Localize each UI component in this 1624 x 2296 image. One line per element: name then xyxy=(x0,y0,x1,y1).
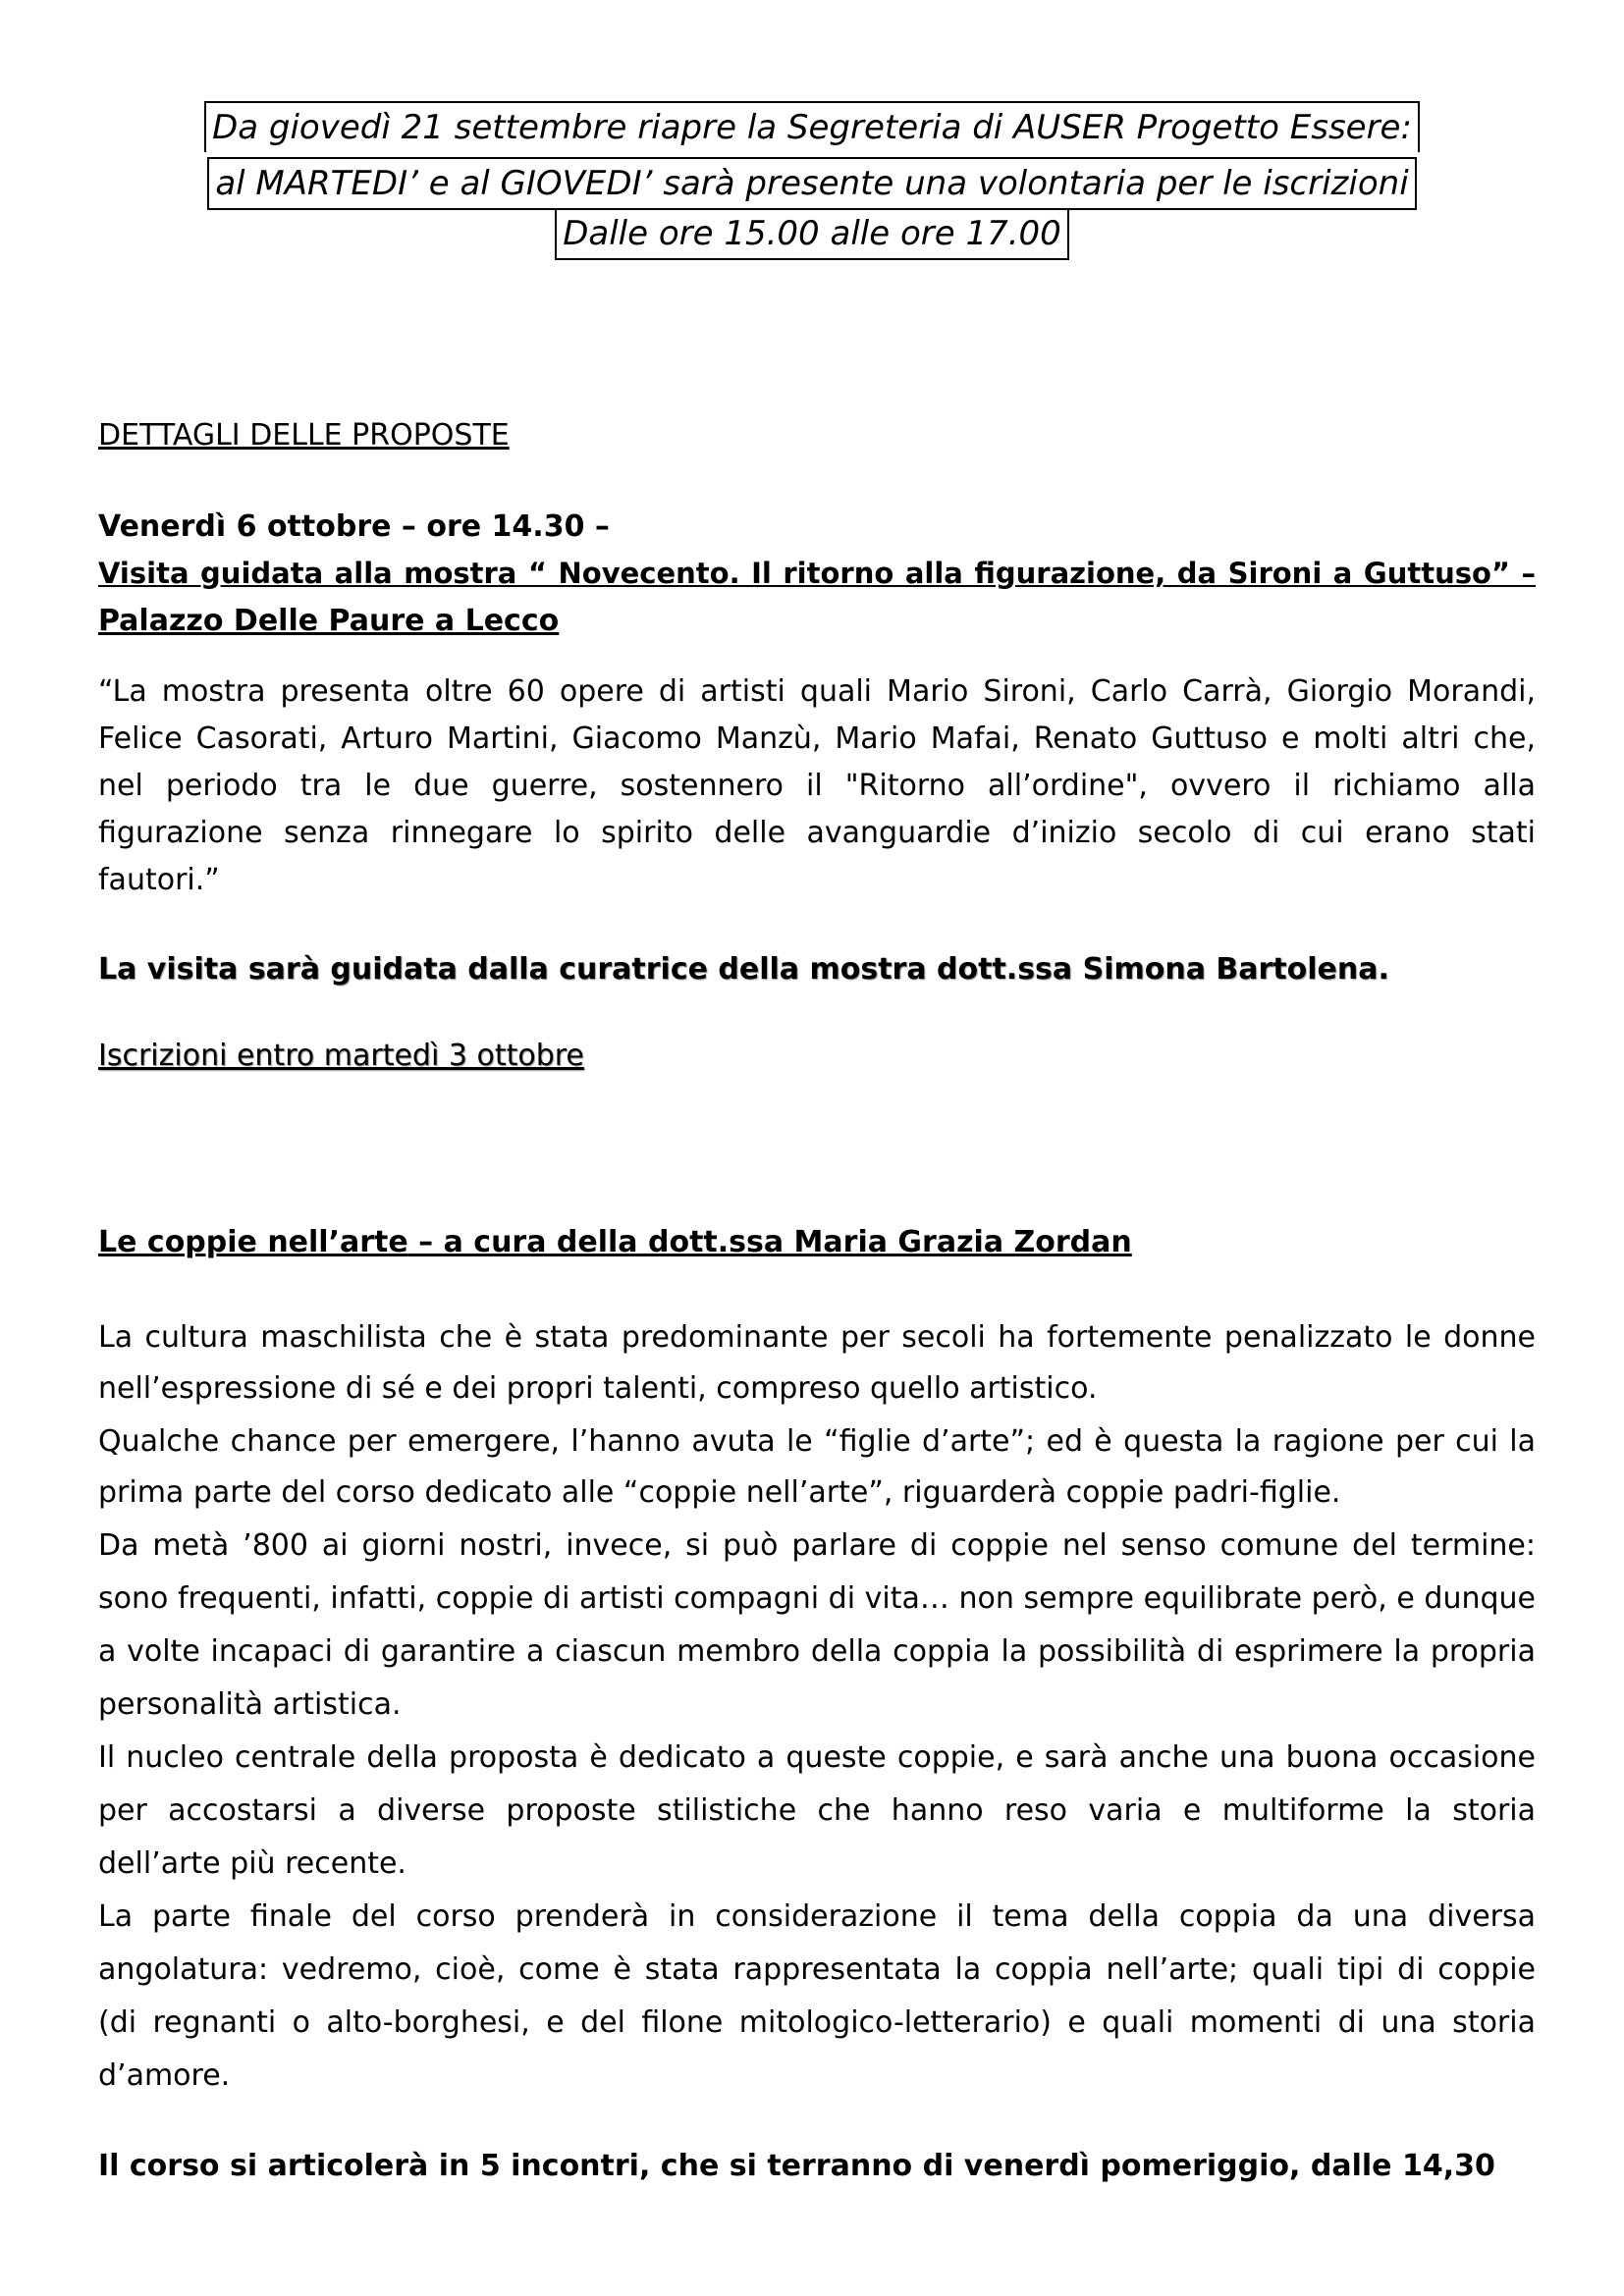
event1-date: Venerdì 6 ottobre – ore 14.30 – xyxy=(98,509,610,544)
event2-title-part1: Le coppie nell’arte xyxy=(98,1225,408,1259)
event1-guide: La visita sarà guidata dalla curatrice della mostra dott.ssa Simona Bartolena. xyxy=(98,952,1389,987)
event2-p3-line4: personalità artistica. xyxy=(98,1687,402,1722)
event2-p2-line1: Qualche chance per emergere, l’hanno avuta le “figlie d’arte”; ed è questa la ragione per cui la xyxy=(98,1424,1536,1459)
event1-desc-line3: nel periodo tra le due guerre, sostennero il "Ritorno all’ordine", ovvero il richiamo alla xyxy=(98,769,1536,803)
event2-p1-line1: La cultura maschilista che è stata predominante per secoli ha fortemente penalizzato le donne xyxy=(98,1320,1536,1355)
event2-p5-line3: (di regnanti o alto-borghesi, e del filone mitologico-letterario) e quali momenti di una storia xyxy=(98,2005,1536,2040)
event1-desc-line4: figurazione senza rinnegare lo spirito delle avanguardie d’inizio secolo di cui erano stati xyxy=(98,816,1536,850)
event1-desc-line5: fautori.” xyxy=(98,863,220,897)
event2-p1-line2: nell’espressione di sé e dei propri talenti, compreso quello artistico. xyxy=(98,1371,1098,1406)
notice-line-3: Dalle ore 15.00 alle ore 17.00 xyxy=(0,209,1624,260)
notice-line-1: Da giovedì 21 settembre riapre la Segreteria di AUSER Progetto Essere: xyxy=(0,101,1624,152)
event1-title-line1: Visita guidata alla mostra “ Novecento. Il ritorno alla figurazione, da Sironi a Guttuso” – xyxy=(98,557,1536,590)
event2-p2-line2: prima parte del corso dedicato alle “coppie nell’arte”, riguarderà coppie padri-figlie. xyxy=(98,1475,1341,1510)
event2-schedule: Il corso si articolerà in 5 incontri, che si terranno di venerdì pomeriggio, dalle 14,30 xyxy=(98,2149,1495,2183)
notice-line-2: al MARTEDI’ e al GIOVEDI’ sarà presente una volontaria per le iscrizioni xyxy=(0,157,1624,210)
event1-deadline: Iscrizioni entro martedì 3 ottobre xyxy=(98,1039,584,1073)
event1-desc-line1: “La mostra presenta oltre 60 opere di artisti quali Mario Sironi, Carlo Carrà, Giorgio Morandi, xyxy=(98,674,1536,709)
section-title: DETTAGLI DELLE PROPOSTE xyxy=(98,418,510,453)
event1-title-line2: Palazzo Delle Paure a Lecco xyxy=(98,604,560,638)
event2-p5-line4: d’amore. xyxy=(98,2058,231,2093)
event2-title xyxy=(98,1225,1132,1259)
event2-p3-line1: Da metà ’800 ai giorni nostri, invece, si può parlare di coppie nel senso comune del termine: xyxy=(98,1528,1536,1563)
event2-p3-line2: sono frequenti, infatti, coppie di artisti compagni di vita… non sempre equilibrate però, e dunque xyxy=(98,1581,1536,1616)
event2-p4-line1: Il nucleo centrale della proposta è dedicato a queste coppie, e sarà anche una buona occasione xyxy=(98,1740,1536,1775)
event2-p4-line2: per accostarsi a diverse proposte stilistiche che hanno reso varia e multiforme la storia xyxy=(98,1793,1536,1828)
event1-desc-line2: Felice Casorati, Arturo Martini, Giacomo Manzù, Mario Mafai, Renato Guttuso e molti altri che, xyxy=(98,721,1536,756)
event2-p4-line3: dell’arte più recente. xyxy=(98,1846,406,1881)
event2-p5-line2: angolatura: vedremo, cioè, come è stata rappresentata la coppia nell’arte; quali tipi di coppie xyxy=(98,1952,1536,1987)
event2-p3-line3: a volte incapaci di garantire a ciascun membro della coppia la possibilità di esprimere la propria xyxy=(98,1634,1536,1669)
event2-title-part2: – a cura della dott.ssa Maria Grazia Zordan xyxy=(407,1225,1132,1259)
event2-p5-line1: La parte finale del corso prenderà in considerazione il tema della coppia da una diversa xyxy=(98,1899,1536,1934)
